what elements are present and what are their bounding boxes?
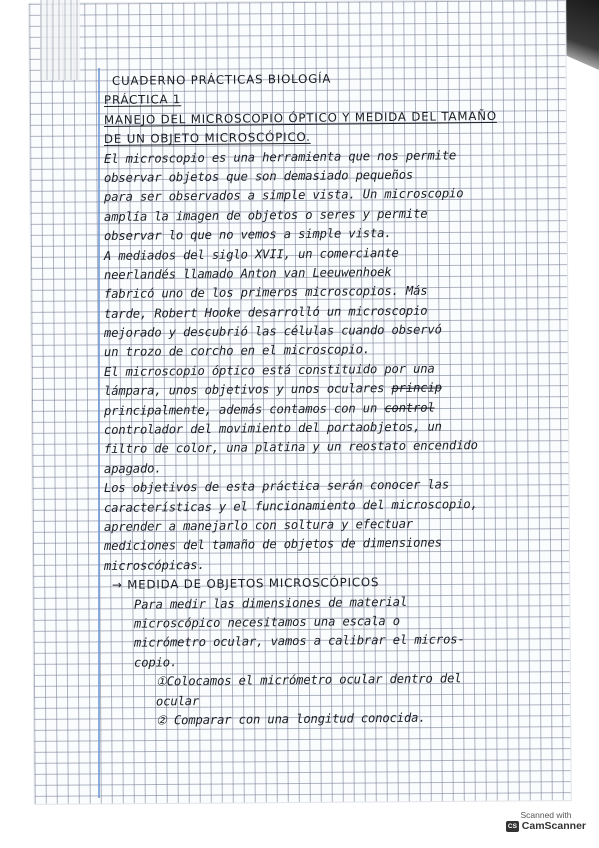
note-line-text: aprender a manejarlo con soltura y efectuar	[103, 516, 414, 534]
note-line-text: CUADERNO PRÁCTICAS BIOLOGÍA	[111, 71, 332, 88]
crossed-out-word: control	[384, 400, 435, 415]
note-line-text: El microscopio óptico está constituido por una	[103, 361, 435, 379]
camscanner-brand-name: CamScanner	[521, 820, 586, 832]
note-line-text: observar lo que no vemos a simple vista.	[103, 226, 392, 244]
note-line-text: micrómetro ocular, vamos a calibrar el micros-	[133, 632, 465, 651]
notebook-spine	[40, 0, 80, 80]
note-line-text: neerlandés llamado Anton van Leeuwenhoek	[103, 264, 392, 282]
note-line-text: → MEDIDA DE OBJETOS MICROSCÓPICOS	[111, 575, 380, 593]
note-line-text: ocular	[155, 693, 200, 708]
note-line-text: filtro de color, una platina y un reostato encendido	[103, 438, 478, 457]
note-line-text: controlador del movimiento del portaobjetos, un	[103, 419, 442, 438]
crossed-out-word: princip	[391, 380, 442, 396]
note-line-text: un trozo de corcho en el microscopio.	[103, 342, 370, 360]
note-line	[104, 707, 556, 731]
handwritten-notes	[104, 72, 556, 731]
note-line-text: MANEJO DEL MICROSCOPIO ÓPTICO Y MEDIDA DEL TAMAÑO	[103, 108, 497, 127]
note-line-text: mediciones del tamaño de objetos de dimensiones	[103, 535, 442, 554]
note-line-text: observar objetos que son demasiado pequeños	[103, 167, 414, 185]
note-line-text: ①Colocamos el micrómetro ocular dentro del	[155, 671, 462, 689]
note-line-text: amplía la imagen de objetos o seres y permite	[103, 206, 428, 224]
note-line-text: copio.	[133, 654, 178, 670]
note-line-text: A mediados del siglo XVII, un comerciante	[103, 245, 399, 263]
note-line-text: lámpara, unos objetivos y unos oculares	[103, 381, 385, 399]
note-line-text: microscópico necesitamos una escala o	[133, 613, 400, 631]
margin-line	[98, 68, 100, 798]
note-line-text: PRÁCTICA 1	[103, 92, 182, 108]
note-line-text: fabricó uno de los primeros microscopios. Más	[103, 283, 428, 302]
camscanner-logo-icon: CS	[507, 822, 517, 830]
camscanner-brand	[506, 820, 586, 832]
note-line-text: mejorado y descubrió las células cuando observó	[103, 322, 442, 341]
note-line-text: apagado.	[103, 461, 162, 476]
note-line-text: microscópicas.	[103, 557, 205, 573]
note-line-text: características y el funcionamiento del microscopio,	[103, 496, 478, 515]
note-line-text: principalmente, además contamos con un	[103, 400, 378, 418]
note-line-text: Los objetivos de esta práctica serán conocer las	[103, 477, 450, 496]
note-line-text: El microscopio es una herramienta que nos permite	[103, 147, 457, 166]
scanned-with-label: Scanned with	[520, 810, 572, 820]
note-line-text: DE UN OBJETO MICROSCÓPICO.	[103, 130, 311, 147]
note-line-text: para ser observados a simple vista. Un microscopio	[103, 186, 464, 205]
note-line-text: Para medir las dimensiones de material	[133, 594, 408, 612]
camscanner-watermark	[506, 810, 586, 840]
note-line-text: tarde, Robert Hooke desarrolló un microscopio	[103, 303, 428, 321]
note-line-text: ② Comparar con una longitud conocida.	[155, 710, 426, 728]
